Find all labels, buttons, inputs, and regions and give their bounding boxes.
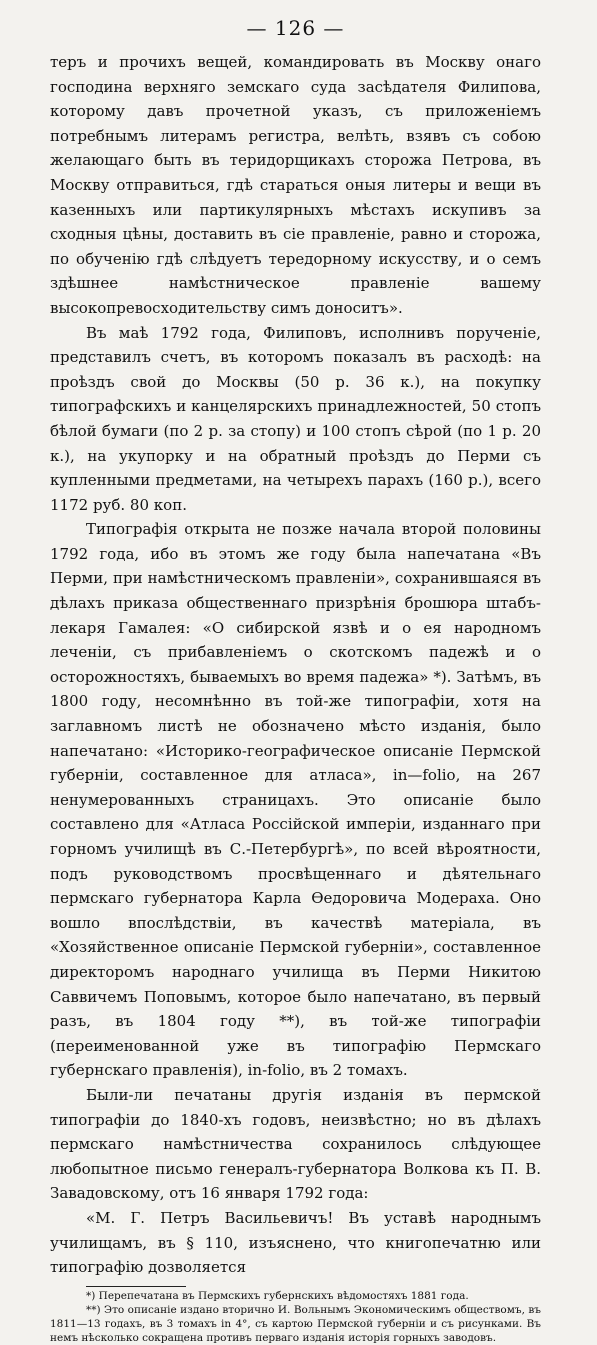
paragraph-3: Типографія открыта не позже начала второй половины 1792 года, ибо въ этомъ же году была напечатана «Въ Перми, при намѣстническомъ правленіи», сохранившаяся въ дѣлахъ приказа общественнаго призрѣнія брошюра штабъ-лекаря Гамалея: «О сибирской язвѣ и о ея народномъ леченіи, съ прибавленіемъ о скотскомъ падежѣ и о осторожностяхъ, бываемыхъ во время падежа» *). Затѣмъ, въ 1800 году, несомнѣнно въ той-же типографіи, хотя на заглавномъ листѣ не обозначено мѣсто изданія, было напечатано: «Историко-географическое описаніе Пермской губерніи, составленное для атласа», in—folio, на 267 ненумерованныхъ страницахъ. Это описаніе было составлено для «Атласа Россійской имперіи, изданнаго при горномъ училищѣ въ С.-Петербургѣ», по всей вѣроятности, подъ руководствомъ просвѣщеннаго и дѣятельнаго пермскаго губернатора Карла Ѳедоровича Модераха. Оно вошло впослѣдствіи, въ качествѣ матеріала, въ «Хозяйственное описаніе Пермской губерніи», составленное директоромъ народнаго училища въ Перми Никитою Саввичемъ Поповымъ, которое было напечатано, въ первый разъ, въ 1804 году **), въ той-же типографіи (переименованной уже въ типографію Пермскаго губернскаго правленія), in-folio, въ 2 томахъ.: [50, 520, 541, 1080]
paragraph-1: теръ и прочихъ вещей, командировать въ Москву онаго господина верхняго земскаго суда засѣдателя Филипова, которому давъ прочетной указъ, съ приложеніемъ потребнымъ литерамъ регистра, велѣть, взявъ съ собою желающаго быть въ теридорщикахъ сторожа Петрова, въ Москву отправиться, гдѣ стараться оныя литеры и вещи въ казенныхъ или партикулярныхъ мѣстахъ искупивъ за сходныя цѣны, доставить въ сіе правленіе, равно и сторожа, по обученію гдѣ слѣдуетъ тередорному искусству, и о семъ здѣшнее намѣстническое правленіе вашему высокопревосходительству симъ доноситъ».: [50, 53, 541, 317]
footnotes: [50, 1289, 541, 1345]
paragraph-5: «М. Г. Петръ Васильевичъ! Въ уставѣ народнымъ училищамъ, въ § 110, изъяснено, что книгопечатню или типографію дозволяется: [50, 1208, 541, 1277]
footnote-1: *) Перепечатана въ Пермскихъ губернскихъ вѣдомостяхъ 1881 года.: [86, 1289, 469, 1302]
paragraph-4: Были-ли печатаны другія изданія въ пермской типографіи до 1840-хъ годовъ, неизвѣстно; но въ дѣлахъ пермскаго намѣстничества сохранилось слѣдующее любопытное письмо генералъ-губернатора Волкова къ П. В. Завадовскому, отъ 16 января 1792 года:: [50, 1085, 541, 1203]
footnote-2: **) Это описаніе издано вторично И. Вольнымъ Экономическимъ обществомъ, въ 1811—13 годахъ, въ 3 томахъ in 4°, съ картою Пермской губерніи и съ рисунками. Въ немъ нѣсколько сокращена противъ перваго изданія исторія горныхъ заводовъ.: [50, 1303, 541, 1344]
paragraph-2: Въ маѣ 1792 года, Филиповъ, исполнивъ порученіе, представилъ счетъ, въ которомъ показалъ въ расходѣ: на проѣздъ свой до Москвы (50 р. 36 к.), на покупку типографскихъ и канцелярскихъ принадлежностей, 50 стопъ бѣлой бумаги (по 2 р. за стопу) и 100 стопъ сѣрой (по 1 р. 20 к.), на укупорку и на обратный проѣздъ до Перми съ купленными предметами, на четырехъ парахъ (160 р.), всего 1172 руб. 80 коп.: [50, 323, 541, 514]
page-number: — 126 —: [246, 16, 345, 40]
main-text: [50, 50, 541, 1280]
footnote-divider: [86, 1286, 186, 1287]
